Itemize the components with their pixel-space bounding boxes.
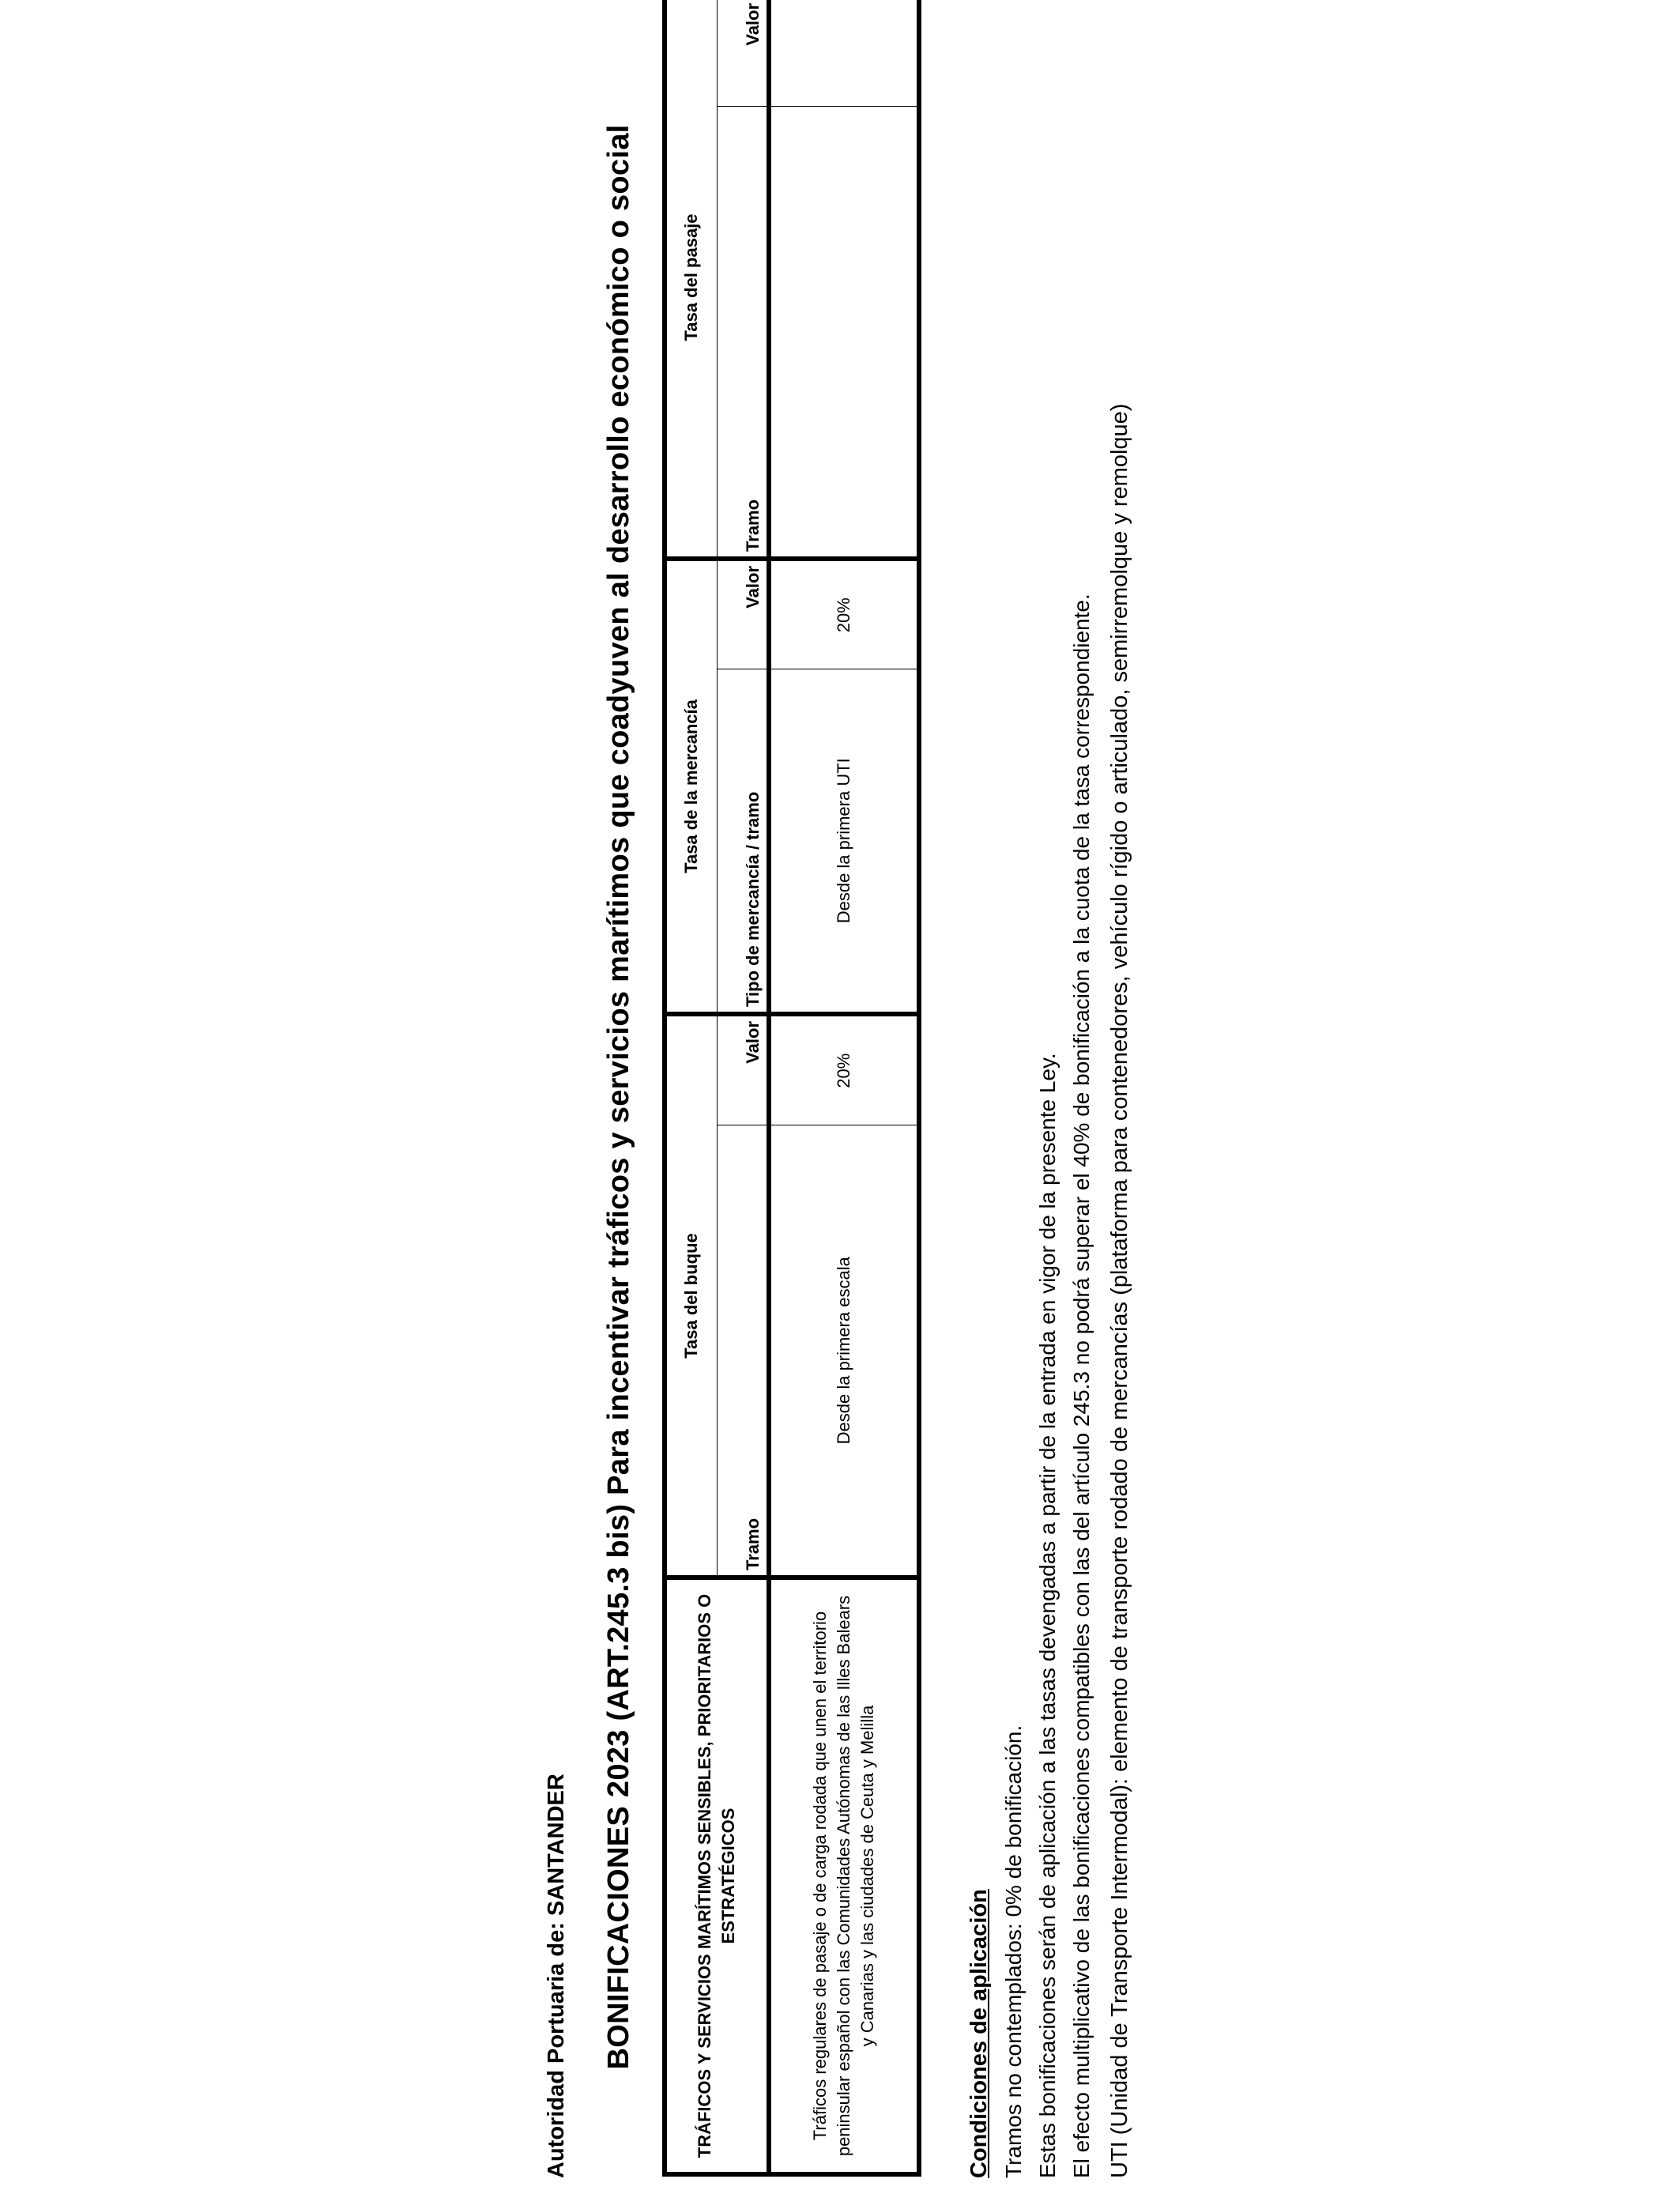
bonus-table (662, 0, 921, 2177)
group-header-mercancia: Tasa de la mercancía (665, 559, 717, 1014)
port-authority-label: Autoridad Portuaria de: SANTANDER (544, 1774, 569, 2178)
buque-tramo-cell: Desde la primera escala (769, 1125, 919, 1578)
subheader-pasaje-valor: Valor (717, 0, 769, 107)
subheader-mercancia-tipo: Tipo de mercancía / tramo (717, 669, 769, 1014)
condition-line: Tramos no contemplados: 0% de bonificación. (1001, 1725, 1026, 2178)
conditions-title: Condiciones de aplicación (966, 1889, 992, 2178)
buque-valor-cell: 20% (769, 1014, 919, 1125)
conditions-section (962, 404, 1137, 2178)
subheader-buque-tramo: Tramo (717, 1125, 769, 1578)
condition-line: Estas bonificaciones serán de aplicación a las tasas devengadas a partir de la entrada en vigor de la presente Ley. (1035, 1053, 1060, 2178)
traffic-description-cell: Tráficos regulares de pasaje o de carga rodada que unen el territorio peninsular español con las Comunidades Autónomas de las Illes Balears y Canarias y las ciudades de Ceuta y Melilla (769, 1578, 919, 2174)
mercancia-valor-cell: 20% (769, 559, 919, 669)
page-title: BONIFICACIONES 2023 (ART.245.3 bis) Para incentivar tráficos y servicios marítimos que coadyuven al desarrollo económico o social (602, 124, 635, 2070)
traffic-column-header: TRÁFICOS Y SERVICIOS MARÍTIMOS SENSIBLES, PRIORITARIOS O ESTRATÉGICOS (665, 1578, 769, 2174)
group-header-buque: Tasa del buque (665, 1014, 717, 1578)
subheader-buque-valor: Valor (717, 1014, 769, 1125)
group-header-pasaje: Tasa del pasaje (665, 0, 717, 559)
condition-line: El efecto multiplicativo de las bonificaciones compatibles con las del artículo 245.3 no podrá superar el 40% de bonificación a la cuota de la tasa correspondiente. (1069, 594, 1094, 2178)
subheader-pasaje-tramo: Tramo (717, 107, 769, 559)
condition-line: UTI (Unidad de Transporte Intermodal): elemento de transporte rodado de mercancías (plataforma para contenedores, vehículo rígido o articulado, semirremolque y remolque) (1107, 403, 1132, 2178)
pasaje-tramo-cell (769, 107, 919, 559)
mercancia-tipo-cell: Desde la primera UTI (769, 669, 919, 1014)
subheader-mercancia-valor: Valor (717, 559, 769, 669)
pasaje-valor-cell (769, 0, 919, 107)
